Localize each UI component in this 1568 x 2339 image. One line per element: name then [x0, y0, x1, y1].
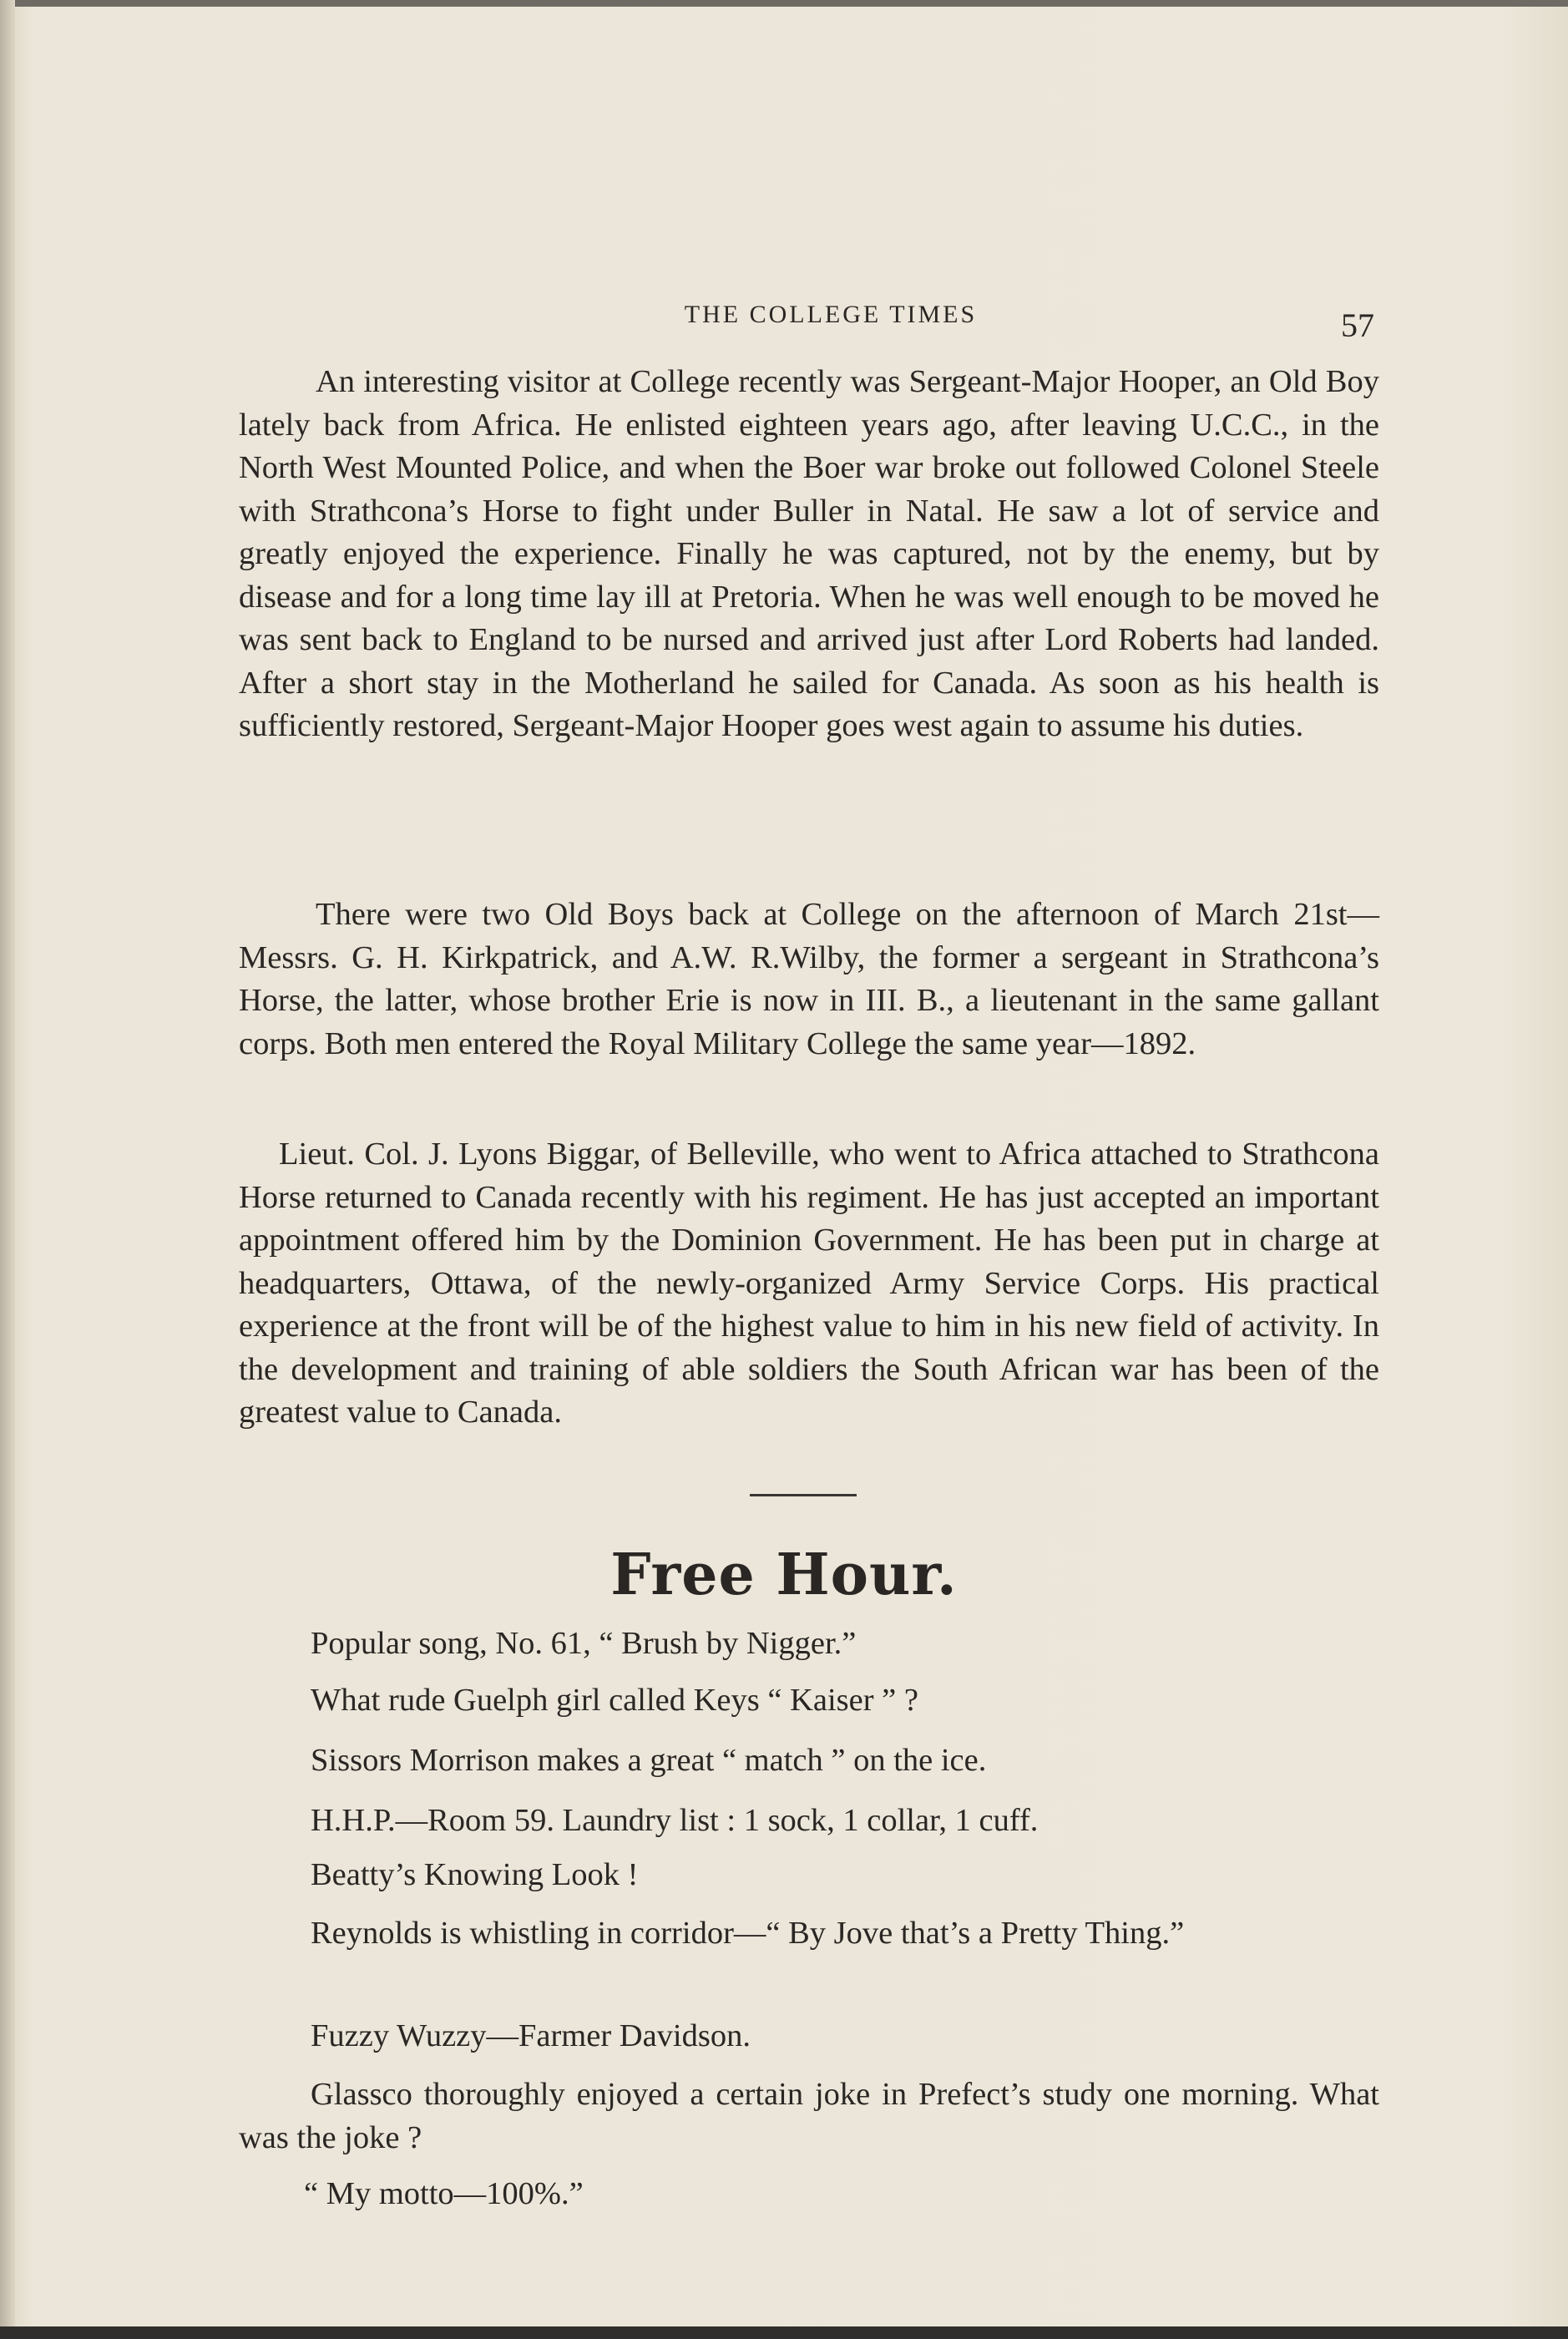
free-hour-item: “ My motto—100%.” [304, 2176, 584, 2211]
running-title: THE COLLEGE TIMES [684, 301, 978, 328]
free-hour-item: Reynolds is whistling in corridor—“ By Jove that’s a Pretty Thing.” [311, 1916, 1185, 1951]
free-hour-item: Fuzzy Wuzzy—Farmer Davidson. [311, 2018, 751, 2053]
free-hour-item: Glassco thoroughly enjoyed a certain joke in Prefect’s study one morning. What was the joke ? [239, 2077, 1379, 2155]
free-hour-item: H.H.P.—Room 59. Laundry list : 1 sock, 1 collar, 1 cuff. [311, 1803, 1039, 1838]
section-title-free-hour: Free Hour. [610, 1542, 958, 1608]
free-hour-item: Popular song, No. 61, “ Brush by Nigger.” [311, 1626, 857, 1661]
page-top-edge [0, 0, 1568, 7]
page-number: 57 [1341, 306, 1374, 344]
page-bottom-edge [0, 2326, 1568, 2339]
free-hour-item: What rude Guelph girl called Keys “ Kaiser ” ? [311, 1683, 918, 1718]
section-divider [750, 1494, 857, 1496]
page-binding-gutter [0, 0, 15, 2339]
free-hour-item: Beatty’s Knowing Look ! [311, 1857, 639, 1892]
paragraph-hooper: An interesting visitor at College recently was Sergeant-Major Hooper, an Old Boy lately back from Africa. He enlisted eighteen years ago, after leaving U.C.C., in the North West Mounted Police, and when the Boer war broke out followed Colonel Steele with Strathcona’s Horse to fight under Buller in Natal. He saw a lot of service and greatly enjoyed the experience. Finally he was captured, not by the enemy, but by disease and for a long time lay ill at Pretoria. When he was well enough to be moved he was sent back to England to be nursed and arrived just after Lord Roberts had landed. After a short stay in the Motherland he sailed for Canada. As soon as his health is sufficiently restored, Sergeant-Major Hooper goes west again to assume his duties. [239, 364, 1379, 743]
paragraph-biggar: Lieut. Col. J. Lyons Biggar, of Belleville, who went to Africa attached to Strathcona Horse returned to Canada recently with his regiment. He has just accepted an important appointment offered him by the Dominion Government. He has been put in charge at headquarters, Ottawa, of the newly-organized Army Service Corps. His practical experience at the front will be of the highest value to him in his new field of activity. In the development and training of able soldiers the South African war has been of the greatest value to Canada. [239, 1137, 1379, 1430]
paragraph-old-boys: There were two Old Boys back at College on the afternoon of March 21st—Messrs. G. H. Kirkpatrick, and A.W. R.Wilby, the former a sergeant in Strathcona’s Horse, the latter, whose brother Erie is now in III. B., a lieutenant in the same gallant corps. Both men entered the Royal Military College the same year—1892. [239, 897, 1379, 1061]
free-hour-item: Sissors Morrison makes a great “ match ” on the ice. [311, 1743, 987, 1778]
